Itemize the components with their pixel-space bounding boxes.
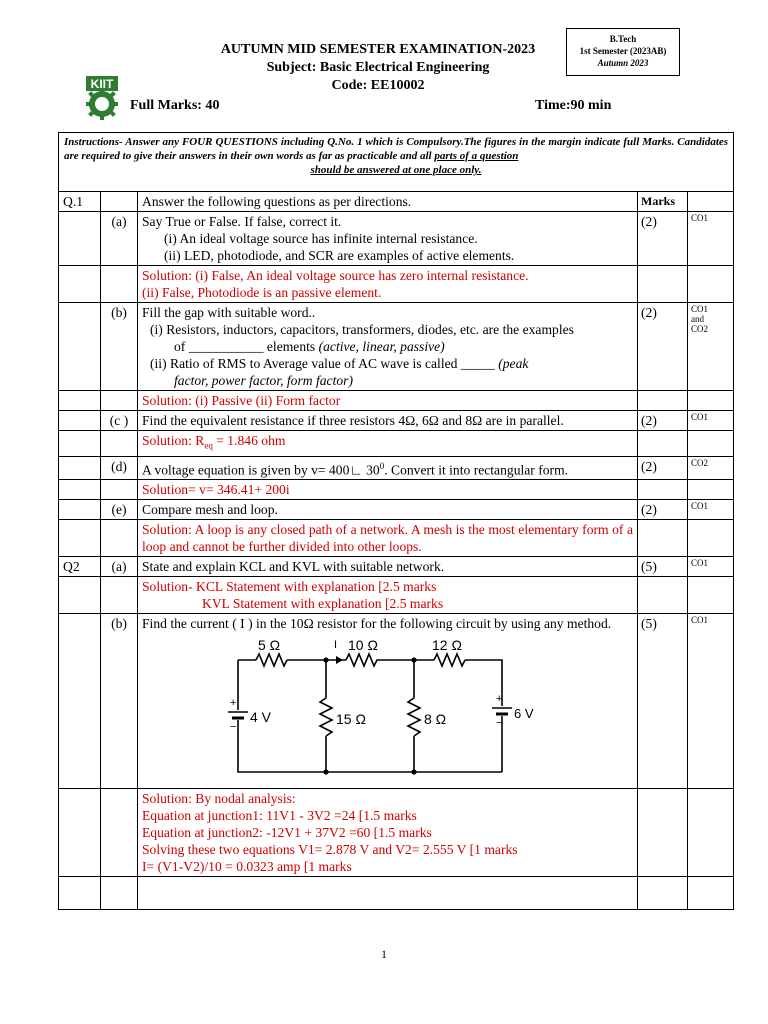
label-minus-2: − bbox=[496, 717, 503, 730]
q1e-label: (e) bbox=[101, 500, 138, 520]
q1d-co: CO2 bbox=[688, 456, 734, 480]
label-8-ohm: 8 Ω bbox=[424, 711, 447, 728]
q1c-row bbox=[59, 411, 734, 431]
label-10-ohm: 10 Ω bbox=[348, 637, 378, 654]
q1b-co-and: and bbox=[691, 314, 704, 324]
q1e-solution: Solution: A loop is any closed path of a network. A mesh is the most elementary form of a loop and cannot be further divided into other loops. bbox=[138, 520, 638, 557]
q1b-solution: Solution: (i) Passive (ii) Form factor bbox=[138, 391, 638, 411]
q2b-solution-4: Solving these two equations V1= 2.878 V and V2= 2.555 V [1 marks bbox=[142, 842, 518, 858]
q1d-angle: ∟ 30 bbox=[349, 462, 380, 478]
q1-label: Q.1 bbox=[59, 192, 101, 212]
q1c-solution: Solution: R bbox=[142, 433, 205, 448]
q1a-text: Say True or False. If false, correct it. bbox=[142, 214, 342, 229]
q1d-solution: Solution= v= 346.41+ 200i bbox=[138, 480, 638, 500]
q2b-marks: (5) bbox=[638, 614, 688, 789]
junction-node bbox=[323, 770, 328, 775]
program-label: B.Tech bbox=[609, 34, 637, 44]
q2a-marks: (5) bbox=[638, 557, 688, 577]
instructions-text: Instructions- Answer any FOUR QUESTIONS including Q.No. 1 which is Compulsory.The figures in the margin indicate full Marks. Candidates are required to give their answers in their own words as far as practicable and all bbox=[64, 136, 729, 162]
question-table bbox=[58, 132, 734, 910]
q2a-label: (a) bbox=[101, 557, 138, 577]
label-4v: 4 V bbox=[250, 709, 272, 726]
q1a-label: (a) bbox=[101, 212, 138, 266]
university-logo bbox=[72, 74, 132, 120]
q2b-solution-1: Solution: By nodal analysis: bbox=[142, 791, 296, 807]
label-15-ohm: 15 Ω bbox=[336, 711, 366, 728]
exam-time: Time:90 min bbox=[535, 98, 612, 113]
q1b-part-i-gap: of ___________ elements bbox=[174, 339, 319, 354]
q1e-row bbox=[59, 500, 734, 520]
q2a-text: State and explain KCL and KVL with suitable network. bbox=[138, 557, 638, 577]
resistor-15 bbox=[320, 698, 332, 736]
q2b-row bbox=[59, 614, 734, 789]
semester-label: 1st Semester (2023AB) bbox=[579, 46, 667, 56]
session-label: Autumn 2023 bbox=[597, 58, 649, 68]
q2a-solution-row bbox=[59, 577, 734, 614]
current-arrow-icon bbox=[336, 656, 343, 664]
q1c-marks: (2) bbox=[638, 411, 688, 431]
q1d-text-end: . Convert it into rectangular form. bbox=[384, 462, 569, 478]
empty-row bbox=[59, 877, 734, 910]
q1b-label: (b) bbox=[101, 303, 138, 391]
q1a-part-i: (i) An ideal voltage source has infinite internal resistance. bbox=[164, 231, 478, 246]
q1c-co: CO1 bbox=[688, 411, 734, 431]
q1e-co: CO1 bbox=[688, 500, 734, 520]
q1d-text: A voltage equation is given by v= 400 bbox=[142, 462, 350, 478]
q1b-part-ii: (ii) Ratio of RMS to Average value of AC wave is called _____ bbox=[150, 356, 499, 371]
junction-node bbox=[323, 658, 328, 663]
label-5-ohm: 5 Ω bbox=[258, 637, 281, 654]
q1a-co: CO1 bbox=[688, 212, 734, 266]
instructions-underlined: parts of a question bbox=[434, 150, 519, 162]
label-plus: + bbox=[230, 697, 237, 710]
junction-node bbox=[411, 658, 416, 663]
q1c-solution-row bbox=[59, 431, 734, 457]
instructions-row bbox=[59, 133, 734, 192]
exam-title: AUTUMN MID SEMESTER EXAMINATION-2023 bbox=[220, 42, 536, 57]
label-minus: − bbox=[230, 721, 237, 734]
q2b-solution-row bbox=[59, 789, 734, 877]
q1a-solution-1: Solution: (i) False, An ideal voltage source has zero internal resistance. bbox=[142, 268, 529, 283]
resistor-5 bbox=[256, 654, 287, 666]
q1d-row bbox=[59, 456, 734, 480]
q2b-solution-5: I= (V1-V2)/10 = 0.0323 amp [1 marks bbox=[142, 859, 352, 875]
marks-header: Marks bbox=[638, 192, 688, 212]
full-marks: Full Marks: 40 bbox=[130, 98, 220, 113]
q1b-text: Fill the gap with suitable word.. bbox=[142, 305, 316, 320]
q1-text: Answer the following questions as per directions. bbox=[138, 192, 638, 212]
q1d-degree: 0 bbox=[379, 460, 385, 471]
q2a-solution-2: KVL Statement with explanation [2.5 marks bbox=[202, 596, 444, 612]
q1d-marks: (2) bbox=[638, 456, 688, 480]
subject-title: Subject: Basic Electrical Engineering bbox=[266, 60, 490, 75]
q1a-solution-2: (ii) False, Photodiode is an passive element. bbox=[142, 285, 382, 300]
q1b-part-i: (i) Resistors, inductors, capacitors, transformers, diodes, etc. are the examples bbox=[150, 322, 574, 337]
q2a-solution-1: Solution- KCL Statement with explanation [2.5 marks bbox=[142, 579, 437, 595]
circuit-diagram bbox=[226, 636, 534, 786]
q1a-row bbox=[59, 212, 734, 266]
q1b-co-1: CO1 bbox=[691, 304, 709, 314]
q1e-text: Compare mesh and loop. bbox=[138, 500, 638, 520]
q2-label: Q2 bbox=[59, 557, 101, 577]
q1d-label: (d) bbox=[101, 456, 138, 480]
q2a-co: CO1 bbox=[688, 557, 734, 577]
label-plus-2: + bbox=[496, 693, 503, 706]
label-current: I bbox=[334, 639, 338, 652]
instructions bbox=[59, 133, 734, 192]
resistor-12 bbox=[434, 654, 465, 666]
q2b-text: Find the current ( I ) in the 10Ω resistor for the following circuit by using any method. bbox=[142, 616, 612, 632]
q1b-co-2: CO2 bbox=[691, 324, 709, 334]
q1e-solution-row bbox=[59, 520, 734, 557]
junction-node bbox=[411, 770, 416, 775]
logo-text: KIIT bbox=[90, 77, 114, 91]
q1c-label: (c ) bbox=[101, 411, 138, 431]
q2b-co: CO1 bbox=[688, 614, 734, 789]
q1b-part-ii-options-a: (peak bbox=[498, 356, 529, 371]
instructions-underlined-2: should be answered at one place only. bbox=[310, 164, 482, 176]
label-12-ohm: 12 Ω bbox=[432, 637, 462, 654]
q1a-part-ii: (ii) LED, photodiode, and SCR are examples of active elements. bbox=[164, 248, 515, 263]
q1b-part-ii-options-b: factor, power factor, form factor) bbox=[174, 373, 353, 388]
semester-box bbox=[566, 28, 680, 76]
wire bbox=[238, 720, 502, 772]
q1c-solution-sub: eq bbox=[204, 440, 213, 451]
q1-row bbox=[59, 192, 734, 212]
q1b-marks: (2) bbox=[638, 303, 688, 391]
q1b-solution-row bbox=[59, 391, 734, 411]
resistor-10 bbox=[346, 654, 381, 666]
course-code: Code: EE10002 bbox=[331, 78, 425, 93]
q1c-text: Find the equivalent resistance if three resistors 4Ω, 6Ω and 8Ω are in parallel. bbox=[138, 411, 638, 431]
q1d-solution-row bbox=[59, 480, 734, 500]
q1a-solution-row bbox=[59, 266, 734, 303]
q1a-marks: (2) bbox=[638, 212, 688, 266]
page-number: 1 bbox=[381, 947, 387, 961]
q1c-solution-value: = 1.846 ohm bbox=[212, 433, 286, 448]
q1e-marks: (2) bbox=[638, 500, 688, 520]
q2a-row bbox=[59, 557, 734, 577]
q2b-solution-2: Equation at junction1: 11V1 - 3V2 =24 [1.5 marks bbox=[142, 808, 417, 824]
q1b-row bbox=[59, 303, 734, 391]
q1b-part-i-options: (active, linear, passive) bbox=[318, 339, 445, 354]
q2b-label: (b) bbox=[101, 614, 138, 789]
q2b-solution-3: Equation at junction2: -12V1 + 37V2 =60 [1.5 marks bbox=[142, 825, 432, 841]
resistor-8 bbox=[408, 698, 420, 736]
label-6v: 6 V bbox=[514, 706, 534, 722]
